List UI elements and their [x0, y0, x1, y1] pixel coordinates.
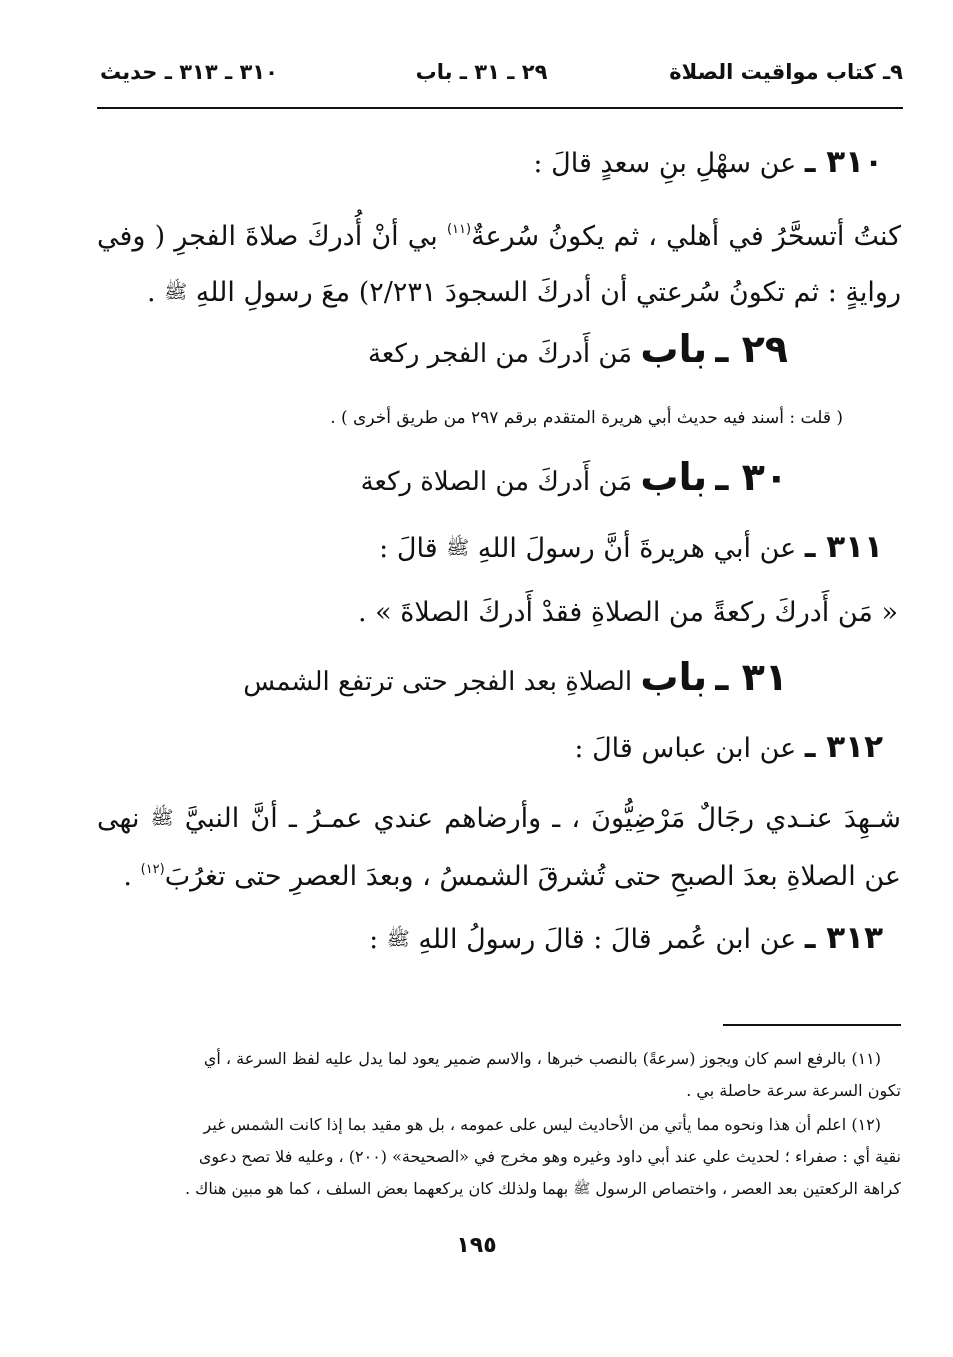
footnote-12-line-2: نقية أي : صفراء ؛ لحديث علي عند أبي داود وغيره وهو مخرج في «الصحيحة» (٢٠٠) ، وعليه فلا تصح دعوى [198, 1147, 901, 1166]
bab-number: ٢٩ ـ [715, 327, 788, 371]
footnote-divider [723, 1024, 901, 1026]
hadith-312-heading [97, 727, 883, 769]
footnote-11-line-1: (١١) بالرفع اسم كان ويجوز (سرعةً) بالنصب خبرها ، والاسم ضمير يعود لما يدل عليه لفظ السرعة ، أي [203, 1049, 881, 1068]
hadith-312-line-2 [97, 850, 901, 897]
hadith-number: ٣١٣ ـ [804, 920, 883, 956]
footnote-12-line-1: (١٢) اعلم أن هذا ونحوه مما يأتي من الأحاديث ليس على عمومه ، بل هو مقيد بما إذا كانت الشمس غير [203, 1115, 881, 1134]
header-bab-range: ٢٩ ـ ٣١ ـ باب [415, 60, 548, 84]
hadith-number: ٣١١ ـ [804, 529, 883, 565]
bab-number: ٣١ ـ [715, 655, 788, 699]
hadith-text: . [147, 277, 156, 308]
footnote-ref-12: (١٢) [140, 862, 165, 877]
header-chapter-title: ٩ـ كتاب مواقيت الصلاة [669, 60, 903, 84]
hadith-number: ٣١٢ ـ [804, 729, 883, 765]
bab-31-heading [243, 655, 788, 704]
hadith-312-line-1 [97, 798, 901, 839]
bab-word: باب [640, 455, 708, 499]
bab-word: باب [640, 327, 708, 371]
bab-title: الصلاةِ بعد الفجر حتى ترتفع الشمس [243, 667, 633, 697]
hadith-number: ٣١٠ ـ [804, 144, 883, 180]
hadith-text: كنتُ أتسحَّرُ في أهلي ، ثم يكونُ سُرعةٌ [471, 221, 902, 252]
bab-29-heading [368, 327, 788, 376]
hadith-text: عن الصلاةِ بعدَ الصبحِ حتى تُشرقَ الشمسُ ، وبعدَ العصرِ حتى تغرُبَ [164, 861, 901, 892]
footnote-11-line-2: تكون السرعة سرعة حاصلة بي . [686, 1081, 901, 1100]
salawat-icon: ﷺ [150, 807, 174, 829]
footnote-text: بهما ولذلك كان يركعهما بعض السلف ، كما هو مبين هناك . [184, 1179, 569, 1198]
header-hadith-range: ٣١٠ ـ ٣١٣ ـ حديث [100, 60, 278, 84]
bab-title: مَن أَدركَ من الفجر ركعة [367, 339, 633, 369]
hadith-text: بي أنْ أُدركَ صلاةَ الفجرِ ( وفي [97, 221, 438, 252]
bab-word: باب [640, 655, 708, 699]
footnote-12-line-3 [97, 1174, 901, 1204]
hadith-310-heading [97, 142, 883, 184]
hadith-311-heading [97, 527, 883, 569]
bab-number: ٣٠ ـ [715, 455, 788, 499]
hadith-narrator: عن سهْلِ بنِ سعدٍ قالَ : [533, 148, 797, 179]
hadith-narrator: : [369, 924, 379, 955]
hadith-narrator: قالَ : [379, 533, 438, 564]
hadith-text: نهى [97, 803, 140, 834]
hadith-text: روايةٍ : ثم تكونُ سُرعتي أن أدركَ السجودَ ٢/٢٣١) معَ رسولِ اللهِ [195, 277, 901, 308]
hadith-text: . [123, 861, 133, 892]
salawat-icon: ﷺ [386, 928, 410, 950]
hadith-narrator: عن ابن عباس قالَ : [574, 733, 797, 764]
footnote-text: كراهة الركعتين بعد العصر ، واختصاص الرسول [595, 1179, 901, 1198]
salawat-icon: ﷺ [446, 537, 470, 559]
footnote-ref-11: (١١) [446, 222, 472, 237]
hadith-narrator: عن ابن عُمر قالَ : قالَ رسولُ اللهِ [418, 924, 797, 955]
header-divider [97, 107, 903, 109]
hadith-310-line-2 [97, 272, 901, 313]
bab-title: مَن أَدركَ من الصلاة ركعة [360, 467, 633, 497]
hadith-311-text: « مَن أَدركَ ركعةً من الصلاةِ فقدْ أَدركَ الصلاةَ » . [357, 597, 898, 628]
hadith-text: شـهِدَ عنـدي رجَالٌ مَرْضِيُّونَ ، ـ وأرضاهم عندي عمـرُ ـ أنَّ النبيَّ [184, 803, 901, 834]
page-number: ١٩٥ [456, 1233, 497, 1258]
bab-30-heading [361, 455, 788, 504]
salawat-icon: ﷺ [573, 1181, 591, 1197]
hadith-310-line-1 [97, 210, 901, 257]
hadith-narrator: عن أبي هريرةَ أنَّ رسولَ اللهِ [477, 533, 797, 564]
editor-note: ( قلت : أسند فيه حديث أبي هريرة المتقدم برقم ٢٩٧ من طريق أخرى ) . [330, 408, 843, 428]
hadith-313-heading [97, 918, 883, 960]
salawat-icon: ﷺ [164, 281, 188, 303]
